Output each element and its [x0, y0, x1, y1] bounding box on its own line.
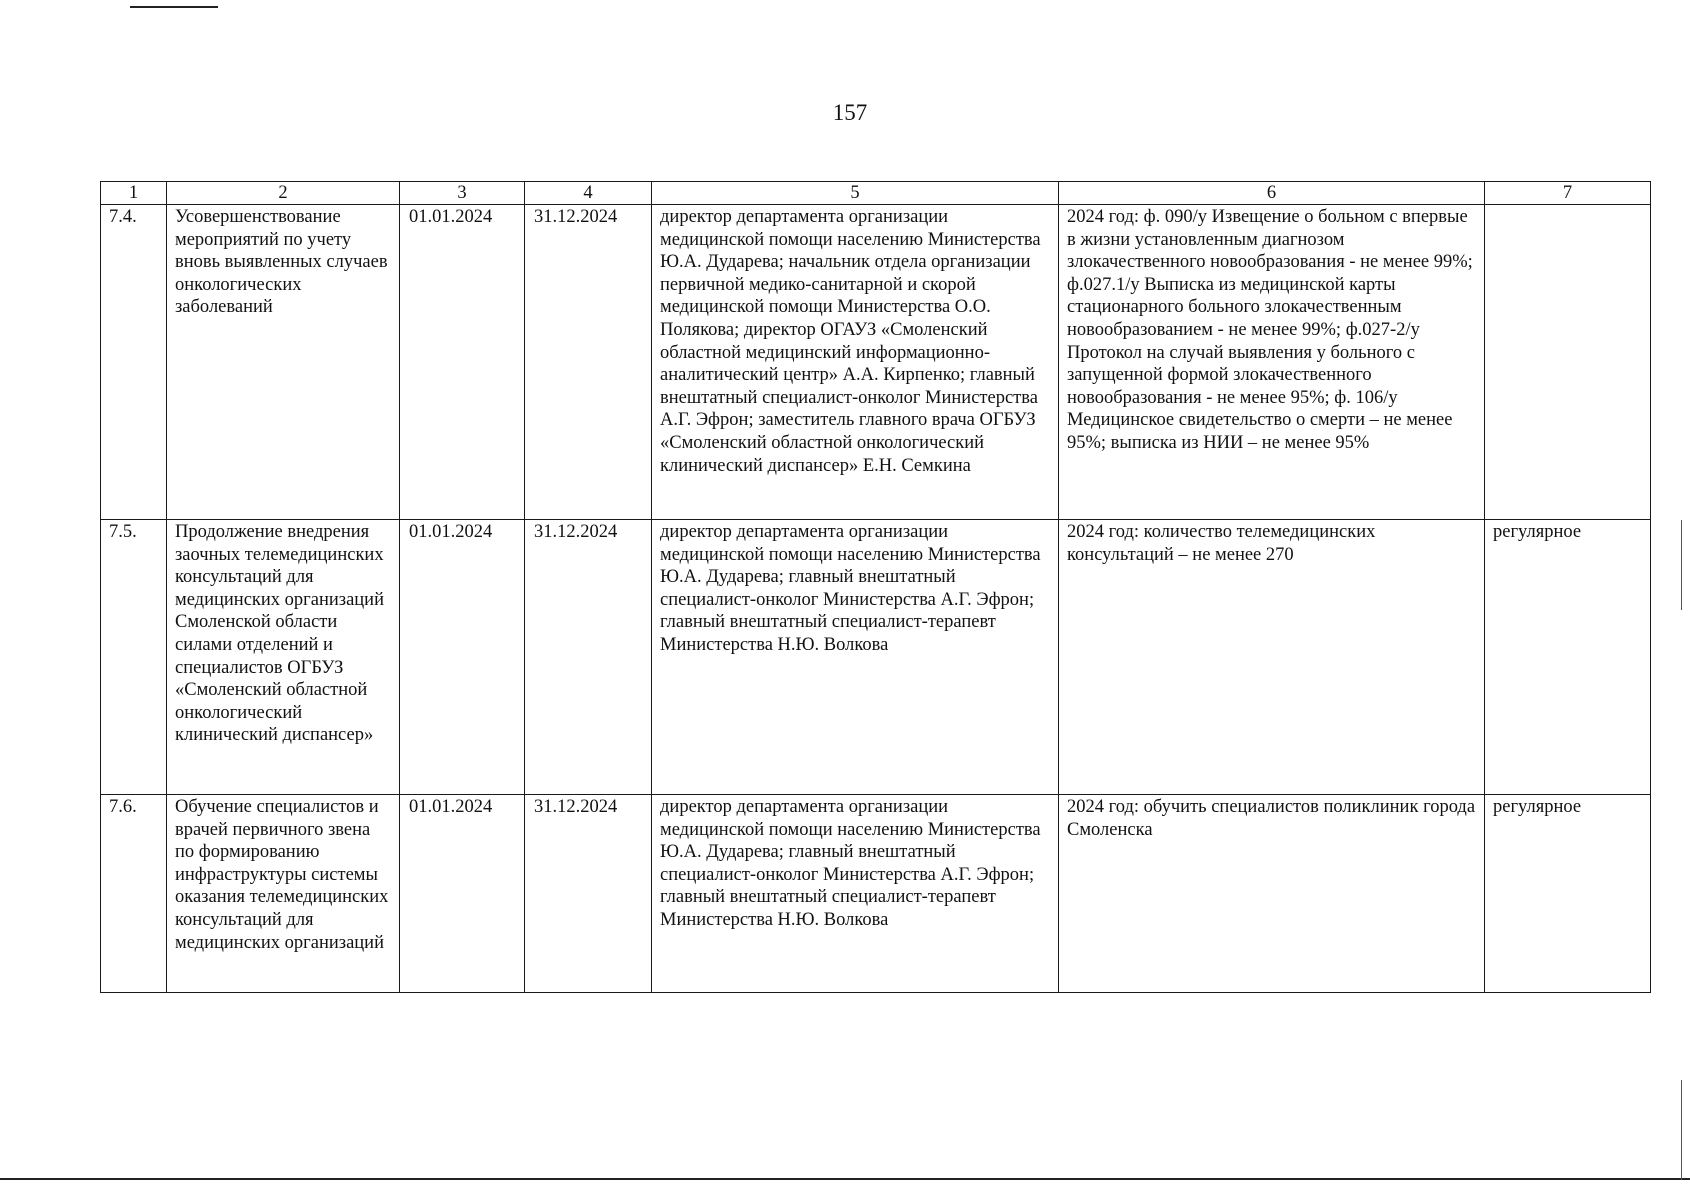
column-header: 2	[167, 182, 400, 205]
start-date-cell: 01.01.2024	[400, 795, 525, 993]
start-date-cell: 01.01.2024	[400, 520, 525, 795]
table-row	[101, 520, 1651, 795]
row-number-cell: 7.5.	[101, 520, 167, 795]
column-header: 1	[101, 182, 167, 205]
result-cell: 2024 год: количество телемедицинских консультаций – не менее 270	[1059, 520, 1485, 795]
table-row	[101, 205, 1651, 520]
activity-cell: Обучение специалистов и врачей первичного звена по формированию инфраструктуры системы оказания телемедицинских консультаций для медицинских организаций	[167, 795, 400, 993]
scan-edge-mark	[1681, 520, 1682, 610]
row-number-cell: 7.6.	[101, 795, 167, 993]
result-cell: 2024 год: обучить специалистов поликлиник города Смоленска	[1059, 795, 1485, 993]
activity-cell: Продолжение внедрения заочных телемедицинских консультаций для медицинских организаций Смоленской области силами отделений и специалистов ОГБУЗ «Смоленский областной онкологический клинический диспансер»	[167, 520, 400, 795]
responsible-cell: директор департамента организации медицинской помощи населению Министерства Ю.А. Дударева; главный внештатный специалист-онколог Министерства А.Г. Эфрон; главный внештатный специалист-терапевт Министерства Н.Ю. Волкова	[652, 520, 1059, 795]
start-date-cell: 01.01.2024	[400, 205, 525, 520]
activity-cell: Усовершенствование мероприятий по учету вновь выявленных случаев онкологических заболеваний	[167, 205, 400, 520]
frequency-cell: регулярное	[1485, 520, 1651, 795]
result-cell: 2024 год: ф. 090/у Извещение о больном с впервые в жизни установленным диагнозом злокачественного новообразования - не менее 99%; ф.027.1/у Выписка из медицинской карты стационарного больного злокачественным новообразованием - не менее 99%; ф.027-2/у Протокол на случай выявления у больного с запущенной формой злокачественного новообразования - не менее 95%; ф. 106/у Медицинское свидетельство о смерти – не менее 95%; выписка из НИИ – не менее 95%	[1059, 205, 1485, 520]
row-number-cell: 7.4.	[101, 205, 167, 520]
frequency-cell	[1485, 205, 1651, 520]
column-header: 4	[525, 182, 652, 205]
column-header: 7	[1485, 182, 1651, 205]
measures-table	[100, 181, 1651, 993]
column-header: 6	[1059, 182, 1485, 205]
table-header-row	[101, 182, 1651, 205]
scan-edge-mark	[1681, 1080, 1682, 1180]
end-date-cell: 31.12.2024	[525, 520, 652, 795]
column-header: 3	[400, 182, 525, 205]
bottom-edge-rule	[0, 1178, 1690, 1180]
end-date-cell: 31.12.2024	[525, 795, 652, 993]
responsible-cell: директор департамента организации медицинской помощи населению Министерства Ю.А. Дударева; начальник отдела организации первичной медико-санитарной и скорой медицинской помощи Министерства О.О. Полякова; директор ОГАУЗ «Смоленский областной медицинский информационно-аналитический центр» А.А. Кирпенко; главный внештатный специалист-онколог Министерства А.Г. Эфрон; заместитель главного врача ОГБУЗ «Смоленский областной онкологический клинический диспансер» Е.Н. Семкина	[652, 205, 1059, 520]
top-decorative-rule	[130, 6, 218, 8]
responsible-cell: директор департамента организации медицинской помощи населению Министерства Ю.А. Дударева; главный внештатный специалист-онколог Министерства А.Г. Эфрон; главный внештатный специалист-терапевт Министерства Н.Ю. Волкова	[652, 795, 1059, 993]
column-header: 5	[652, 182, 1059, 205]
table-row	[101, 795, 1651, 993]
end-date-cell: 31.12.2024	[525, 205, 652, 520]
page-number: 157	[832, 100, 868, 125]
frequency-cell: регулярное	[1485, 795, 1651, 993]
